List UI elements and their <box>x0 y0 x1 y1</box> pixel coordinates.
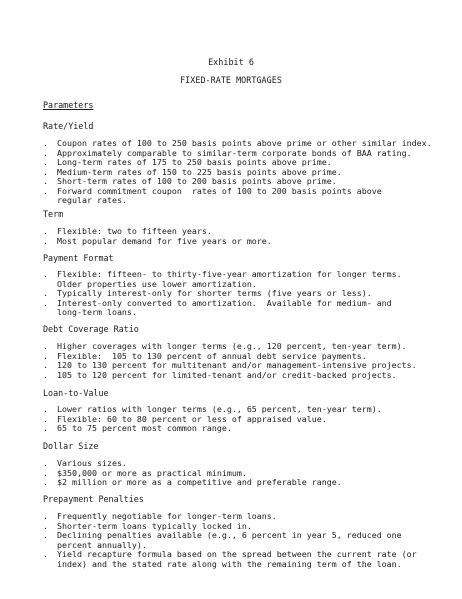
exhibit-label: Exhibit 6 <box>208 57 254 67</box>
list-item-text: Shorter-term loans typically locked in. <box>57 520 252 531</box>
list-item <box>43 371 443 381</box>
section-heading-term: Term <box>43 209 64 219</box>
bullet-mark: . <box>43 166 48 177</box>
bullet-mark: . <box>43 297 48 308</box>
section-heading-rate-yield: Rate/Yield <box>43 121 94 131</box>
bullet-mark: . <box>43 423 48 433</box>
prepayment-penalties-list <box>43 512 443 569</box>
bullet-mark: . <box>43 138 48 148</box>
bullet-mark: . <box>43 458 48 468</box>
list-item-text: Flexible: 105 to 130 percent of annual debt service payments. <box>57 350 367 361</box>
list-item-text: $350,000 or more as practical minimum. <box>57 467 247 478</box>
list-item-text: Long-term rates of 175 to 250 basis points above prime. <box>57 157 332 167</box>
list-item-text: Flexible: fifteen- to thirty-five-year amortization for longer terms. Older properties use lower amortization. <box>57 269 402 289</box>
bullet-mark: . <box>43 176 48 186</box>
bullet-mark: . <box>43 360 48 370</box>
bullet-mark: . <box>43 350 48 361</box>
list-item <box>43 478 443 488</box>
document-title: FIXED-RATE MORTGAGES <box>180 75 282 85</box>
list-item-text: Medium-term rates of 150 to 225 basis points above prime. <box>57 166 342 177</box>
bullet-mark: . <box>43 269 48 279</box>
list-item <box>43 187 443 206</box>
section-heading-prepayment-penalties: Prepayment Penalties <box>43 494 144 504</box>
section-heading-debt-coverage-ratio: Debt Coverage Ratio <box>43 324 139 334</box>
list-item-text: Higher coverages with longer terms (e.g., 120 percent, ten-year term). <box>57 341 407 351</box>
list-item-text: Frequently negotiable for longer-term loans. <box>57 511 277 521</box>
term-list <box>43 227 443 246</box>
list-item <box>43 424 443 434</box>
list-item-text: 65 to 75 percent most common range. <box>57 423 232 433</box>
bullet-mark: . <box>43 413 48 424</box>
rate-yield-list <box>43 139 443 206</box>
loan-to-value-list <box>43 405 443 434</box>
bullet-mark: . <box>43 404 48 414</box>
list-item-text: 120 to 130 percent for multitenant and/or management-intensive projects. <box>57 360 417 370</box>
bullet-mark: . <box>43 369 48 380</box>
list-item-text: Declining penalties available (e.g., 6 percent in year 5, reduced one percent annually). <box>57 530 402 550</box>
dollar-size-list <box>43 459 443 488</box>
parameters-heading: Parameters <box>43 100 94 110</box>
list-item <box>43 531 443 550</box>
list-item-text: Most popular demand for five years or more. <box>57 235 272 246</box>
section-heading-dollar-size: Dollar Size <box>43 441 99 451</box>
list-item-text: Interest-only converted to amortization. Available for medium- and long-term loans. <box>57 297 392 317</box>
section-heading-loan-to-value: Loan-to-Value <box>43 388 109 398</box>
bullet-mark: . <box>43 185 48 196</box>
bullet-mark: . <box>43 288 48 298</box>
list-item-text: Various sizes. <box>57 458 127 468</box>
list-item-text: Short-term rates of 100 to 200 basis points above prime. <box>57 176 337 186</box>
list-item-text: Typically interest-only for shorter terms (five years or less). <box>57 288 372 298</box>
list-item-text: Flexible: 60 to 80 percent or less of appraised value. <box>57 413 327 424</box>
bullet-mark: . <box>43 235 48 246</box>
bullet-mark: . <box>43 511 48 521</box>
list-item <box>43 299 443 318</box>
bullet-mark: . <box>43 147 48 158</box>
list-item-text: Forward commitment coupon rates of 100 to 200 basis points above regular rates. <box>57 185 382 205</box>
list-item-text: Coupon rates of 100 to 250 basis points above prime or other similar index. <box>57 138 432 148</box>
list-item-text: Flexible: two to fifteen years. <box>57 226 212 236</box>
bullet-mark: . <box>43 477 48 487</box>
list-item-text: Yield recapture formula based on the spread between the current rate (or index) and the stated rate along with the remaining term of the loan. <box>57 549 417 569</box>
bullet-mark: . <box>43 530 48 540</box>
bullet-mark: . <box>43 467 48 478</box>
list-item-text: Lower ratios with longer terms (e.g., 65 percent, ten-year term). <box>57 404 382 414</box>
bullet-mark: . <box>43 549 48 559</box>
bullet-mark: . <box>43 226 48 236</box>
bullet-mark: . <box>43 520 48 531</box>
list-item-text: 105 to 120 percent for limited-tenant and/or credit-backed projects. <box>57 369 397 380</box>
list-item-text: Approximately comparable to similar-term corporate bonds of BAA rating. <box>57 147 412 158</box>
section-heading-payment-format: Payment Format <box>43 253 114 263</box>
debt-coverage-list <box>43 342 443 380</box>
list-item <box>43 550 443 569</box>
list-item <box>43 270 443 289</box>
payment-format-list <box>43 270 443 318</box>
list-item <box>43 237 443 247</box>
list-item-text: $2 million or more as a competitive and preferable range. <box>57 477 342 487</box>
bullet-mark: . <box>43 157 48 167</box>
bullet-mark: . <box>43 341 48 351</box>
